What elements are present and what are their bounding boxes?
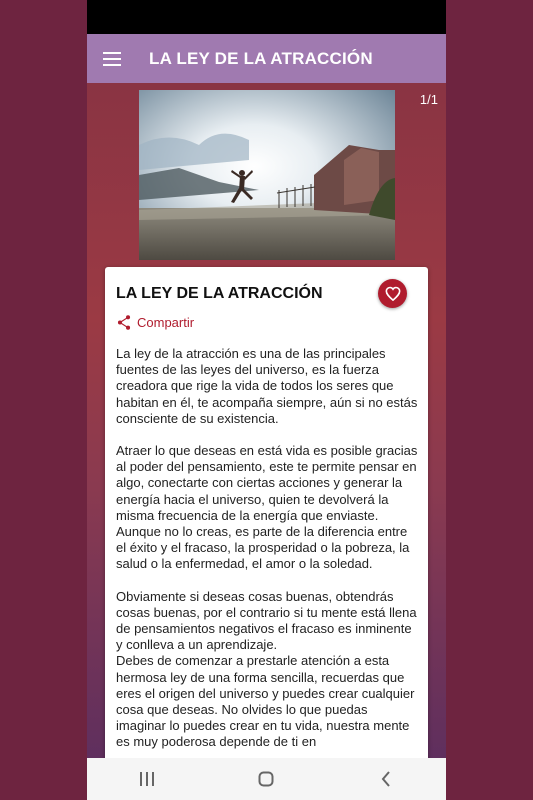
- article-paragraph: Atraer lo que deseas en está vida es posible gracias al poder del pensamiento, este te permite pensar en algo, conectarte con ciertas acciones y generar la energía hacia el universo, quien te devolverá la misma frecuencia de la energía que enviaste.: [116, 443, 418, 523]
- home-button[interactable]: [236, 758, 296, 800]
- system-nav-bar: [87, 758, 446, 800]
- recent-apps-button[interactable]: [117, 758, 177, 800]
- heart-icon: [385, 286, 401, 301]
- article-paragraph: Obviamente si deseas cosas buenas, obtendrás cosas buenas, por el contrario si tu mente está llena de pensamientos negativos el fracaso es inminente y conlleva a un aprendizaje.: [116, 588, 417, 653]
- hamburger-menu-icon[interactable]: [87, 34, 137, 83]
- article-title: LA LEY DE LA ATRACCIÓN: [116, 285, 323, 302]
- article-body: [116, 346, 420, 767]
- article-paragraph: Debes de comenzar a prestarle atención a esta hermosa ley de una forma sencilla, recuerdas que eres el origen del universo y puedes crear cualquier cosa que deseas. No olvides lo que puedas imaginar lo puedes crear en tu vida, nuestra mente es muy poderosa depende de ti en: [116, 653, 415, 750]
- article-paragraph: La ley de la atracción es una de las principales fuentes de las leyes del universo, es la fuerza creadora que rige la vida de todos los seres que habitan en él, te acompaña siempre, aún si no estás consciente de su existencia.: [116, 346, 418, 426]
- back-button[interactable]: [356, 758, 416, 800]
- article-card: [105, 267, 428, 787]
- app-bar: [87, 34, 446, 83]
- share-icon: [117, 315, 131, 330]
- share-label: Compartir: [137, 315, 195, 330]
- home-icon: [258, 771, 274, 787]
- image-counter: 1/1: [419, 92, 438, 107]
- hero-image[interactable]: [139, 90, 395, 260]
- favorite-button[interactable]: [378, 279, 407, 308]
- recent-apps-icon: [139, 772, 155, 786]
- phone-screen: [87, 0, 446, 800]
- back-icon: [381, 771, 391, 787]
- status-bar: [87, 0, 446, 34]
- article-paragraph: Aunque no lo creas, es parte de la diferencia entre el éxito y el fracaso, la prosperidad o la pobreza, la salud o la enfermedad, el amor o la soledad.: [116, 524, 410, 572]
- share-button[interactable]: [117, 315, 194, 330]
- app-title: LA LEY DE LA ATRACCIÓN: [149, 48, 373, 68]
